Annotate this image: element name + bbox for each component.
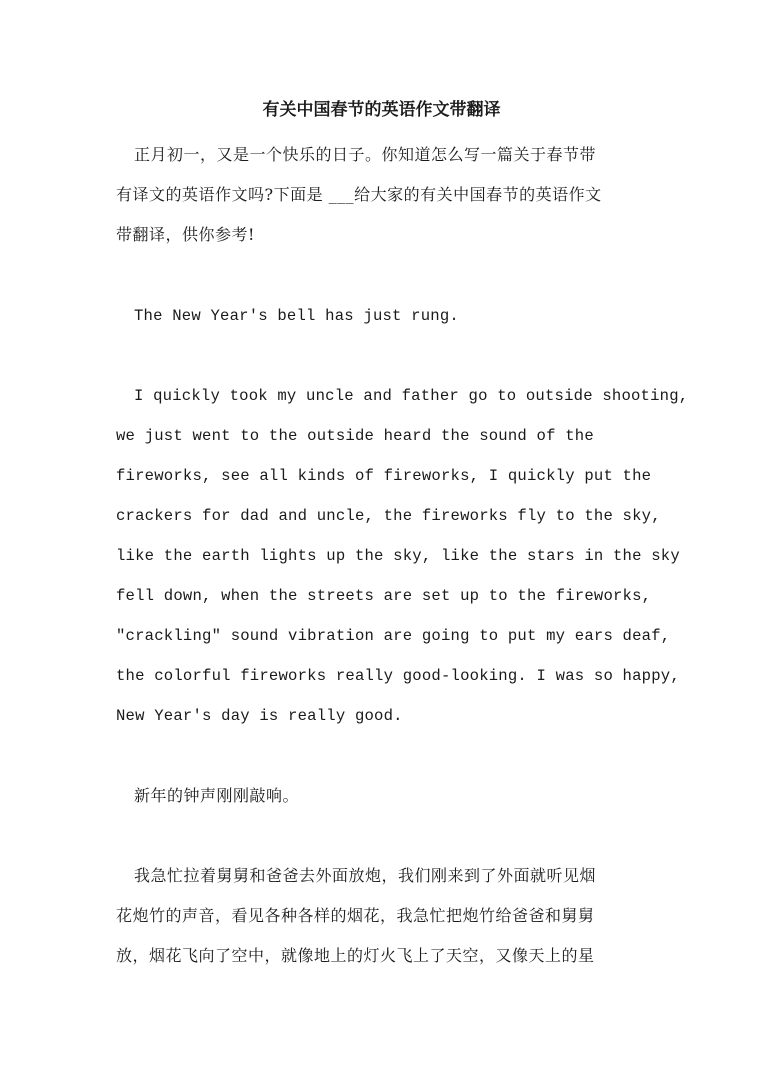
english-line: "crackling" sound vibration are going to put my ears deaf, <box>116 627 671 645</box>
english-line: the colorful fireworks really good-looking. I was so happy, <box>116 667 680 685</box>
document-title: 有关中国春节的英语作文带翻译 <box>262 100 501 120</box>
intro-line: 正月初一，又是一个快乐的日子。你知道怎么写一篇关于春节带 <box>134 145 597 164</box>
chinese-line: 我急忙拉着舅舅和爸爸去外面放炮，我们刚来到了外面就听见烟 <box>134 866 597 885</box>
intro-line: 有译文的英语作文吗?下面是 ___给大家的有关中国春节的英语作文 <box>116 185 602 204</box>
intro-line: 带翻译，供你参考! <box>116 225 255 244</box>
english-line: New Year's day is really good. <box>116 707 403 725</box>
chinese-line: 放，烟花飞向了空中，就像地上的灯火飞上了天空，又像天上的星 <box>116 946 595 965</box>
english-line: we just went to the outside heard the sound of the <box>116 427 594 445</box>
english-line: fireworks, see all kinds of fireworks, I quickly put the <box>116 467 652 485</box>
chinese-line: 花炮竹的声音，看见各种各样的烟花，我急忙把炮竹给爸爸和舅舅 <box>116 906 595 925</box>
chinese-line: 新年的钟声刚刚敲响。 <box>134 786 300 805</box>
english-line: fell down, when the streets are set up to the fireworks, <box>116 587 652 605</box>
english-line: The New Year's bell has just rung. <box>134 307 459 325</box>
english-line: I quickly took my uncle and father go to outside shooting, <box>134 387 689 405</box>
english-line: crackers for dad and uncle, the fireworks fly to the sky, <box>116 507 661 525</box>
english-line: like the earth lights up the sky, like the stars in the sky <box>116 547 680 565</box>
